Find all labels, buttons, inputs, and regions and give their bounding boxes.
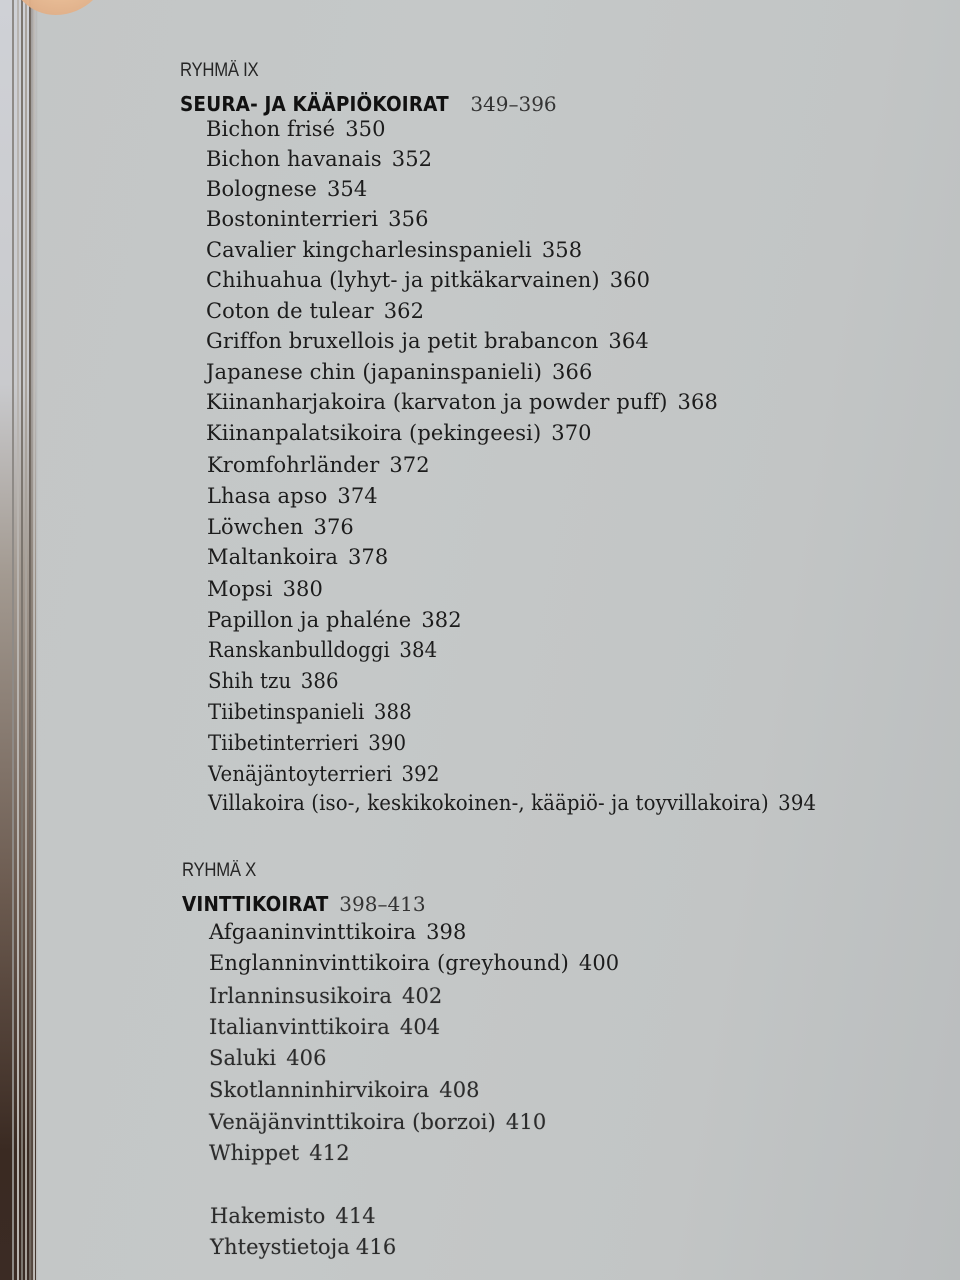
- group-label-ix: RYHMÄ IX: [180, 60, 259, 81]
- entry-name: Saluki: [209, 1046, 277, 1070]
- entry-name: Bostoninterrieri: [206, 207, 379, 231]
- entry-name: Bolognese: [206, 177, 317, 201]
- entry-name: Bichon frisé: [206, 117, 336, 141]
- entry-name: Löwchen: [207, 515, 304, 539]
- entry-name: Mopsi: [207, 577, 273, 601]
- entry-page: 386: [300, 669, 339, 693]
- toc-entry[interactable]: [206, 207, 429, 231]
- entry-name: Whippet: [209, 1141, 300, 1165]
- toc-entry[interactable]: [206, 360, 592, 384]
- page-leaf-line: [25, 0, 27, 1280]
- entry-name: Chihuahua (lyhyt- ja pitkäkarvainen): [206, 268, 600, 292]
- entry-name: Griffon bruxellois ja petit brabancon: [206, 329, 599, 353]
- entry-page: 358: [541, 238, 583, 262]
- entry-page: 370: [551, 421, 592, 445]
- toc-entry[interactable]: [208, 638, 437, 662]
- entry-name: Papillon ja phaléne: [207, 608, 412, 632]
- entry-name: Tiibetinterrieri: [208, 731, 359, 755]
- toc-entry[interactable]: [209, 1141, 350, 1165]
- entry-name: Skotlanninhirvikoira: [209, 1078, 430, 1102]
- entry-page: 360: [609, 268, 651, 292]
- entry-name: Italianvinttikoira: [209, 1015, 390, 1039]
- entry-page: 406: [286, 1046, 327, 1070]
- entry-page: 354: [326, 177, 368, 201]
- toc-entry[interactable]: [206, 147, 432, 171]
- page-edge-shadow: [30, 0, 38, 1280]
- toc-entry[interactable]: [206, 238, 582, 262]
- entry-name: Kromfohrländer: [207, 453, 380, 477]
- page-leaf-line: [17, 0, 19, 1280]
- entry-page: 404: [399, 1015, 441, 1039]
- toc-entry[interactable]: [209, 1046, 327, 1070]
- toc-entry[interactable]: [207, 484, 378, 508]
- entry-name: Lhasa apso: [207, 484, 328, 508]
- entry-page: 364: [608, 329, 649, 353]
- page-leaf-line: [21, 0, 23, 1280]
- entry-name: Yhteystietoja: [210, 1235, 350, 1259]
- entry-page: 366: [552, 360, 593, 384]
- entry-page: 408: [439, 1078, 480, 1102]
- section-title: SEURA- JA KÄÄPIÖKOIRAT: [180, 92, 449, 116]
- entry-page: 398: [426, 920, 467, 944]
- entry-page: 380: [282, 577, 323, 601]
- entry-page: 374: [337, 484, 378, 508]
- toc-entry[interactable]: [209, 1078, 480, 1102]
- entry-page: 368: [677, 390, 718, 414]
- entry-name: Englanninvinttikoira (greyhound): [209, 951, 569, 975]
- entry-name: Afgaaninvinttikoira: [209, 920, 417, 944]
- entry-page: 394: [778, 791, 817, 815]
- entry-name: Venäjäntoyterrieri: [208, 762, 393, 786]
- section-title: VINTTIKOIRAT: [182, 892, 329, 916]
- section-range: 349–396: [470, 92, 557, 116]
- entry-page: 362: [383, 299, 425, 323]
- toc-entry[interactable]: [207, 545, 388, 569]
- entry-name: Irlanninsusikoira: [209, 984, 392, 1008]
- toc-entry[interactable]: [206, 299, 424, 323]
- toc-entry[interactable]: [207, 453, 430, 477]
- page-leaf-line: [12, 0, 14, 1280]
- entry-page: 412: [309, 1141, 350, 1165]
- entry-page: 402: [402, 984, 443, 1008]
- toc-entry[interactable]: [208, 762, 439, 786]
- entry-page: 356: [388, 207, 429, 231]
- toc-entry[interactable]: [206, 421, 592, 445]
- toc-entry[interactable]: [207, 515, 354, 539]
- entry-page: 388: [373, 700, 412, 724]
- toc-entry[interactable]: [208, 731, 406, 755]
- toc-entry-index[interactable]: [210, 1204, 376, 1228]
- entry-name: Ranskanbulldoggi: [208, 638, 390, 662]
- toc-entry[interactable]: [209, 920, 466, 944]
- entry-name: Cavalier kingcharlesinspanieli: [206, 238, 532, 262]
- entry-page: 392: [401, 762, 440, 786]
- entry-page: 414: [335, 1204, 376, 1228]
- entry-page: 378: [347, 545, 389, 569]
- entry-name: Villakoira (iso-, keskikokoinen-, kääpiö- ja toyvillakoira): [208, 791, 769, 815]
- entry-name: Tiibetinspanieli: [208, 700, 365, 724]
- section-heading-seura: [180, 92, 557, 116]
- toc-entry[interactable]: [206, 329, 649, 353]
- entry-name: Hakemisto: [210, 1204, 326, 1228]
- toc-entry[interactable]: [206, 177, 367, 201]
- entry-page: 352: [391, 147, 433, 171]
- toc-entry[interactable]: [209, 1110, 546, 1134]
- entry-name: Kiinanharjakoira (karvaton ja powder puff): [206, 390, 668, 414]
- toc-entry[interactable]: [208, 669, 339, 693]
- section-heading-vinttikoirat: [182, 892, 426, 916]
- entry-page: 372: [389, 453, 430, 477]
- entry-page: 384: [399, 638, 438, 662]
- toc-entry[interactable]: [209, 1015, 440, 1039]
- entry-name: Maltankoira: [207, 545, 338, 569]
- entry-name: Bichon havanais: [206, 147, 382, 171]
- toc-page: [38, 0, 960, 1280]
- entry-name: Venäjänvinttikoira (borzoi): [209, 1110, 496, 1134]
- toc-entry[interactable]: [207, 608, 462, 632]
- entry-name: Kiinanpalatsikoira (pekingeesi): [206, 421, 542, 445]
- entry-page: 410: [505, 1110, 547, 1134]
- entry-page: 390: [368, 731, 407, 755]
- toc-entry[interactable]: [209, 951, 619, 975]
- entry-page: 350: [345, 117, 386, 141]
- toc-entry[interactable]: [208, 791, 816, 815]
- entry-page: 400: [578, 951, 620, 975]
- entry-page: 376: [313, 515, 354, 539]
- entry-page: 416: [355, 1235, 397, 1259]
- section-range: 398–413: [339, 892, 426, 916]
- toc-entry[interactable]: [209, 984, 442, 1008]
- entry-name: Japanese chin (japaninspanieli): [206, 360, 543, 384]
- entry-name: Shih tzu: [208, 669, 292, 693]
- entry-page: 382: [421, 608, 462, 632]
- toc-entry-contacts[interactable]: [210, 1235, 396, 1259]
- toc-entry[interactable]: [208, 700, 412, 724]
- toc-entry[interactable]: [206, 117, 386, 141]
- group-label-x: RYHMÄ X: [182, 860, 257, 881]
- toc-entry[interactable]: [206, 268, 650, 292]
- toc-entry[interactable]: [207, 577, 323, 601]
- toc-entry[interactable]: [206, 390, 718, 414]
- entry-name: Coton de tulear: [206, 299, 374, 323]
